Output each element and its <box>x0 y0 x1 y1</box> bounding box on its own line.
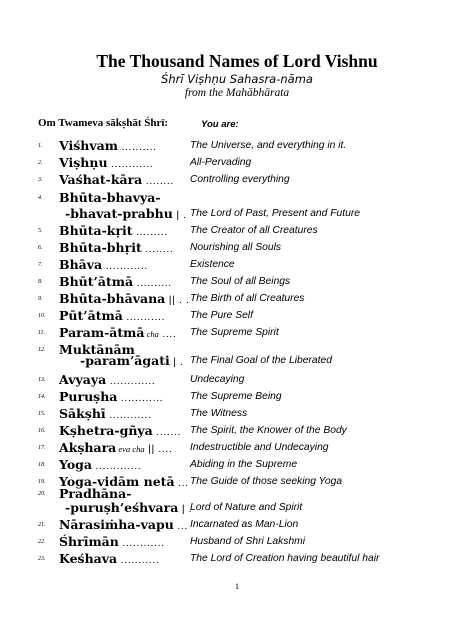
list-item <box>0 353 474 369</box>
list-item <box>0 274 474 290</box>
sanskrit-name: Keśhava ........... <box>59 551 160 566</box>
list-item <box>0 155 474 171</box>
name-meaning: The Final Goal of the Liberated <box>190 355 332 366</box>
item-number: 9. <box>38 296 43 302</box>
name-meaning: The Lord of Creation having beautiful hair <box>190 553 380 564</box>
name-meaning: The Supreme Spirit <box>190 327 279 338</box>
name-meaning: The Supreme Being <box>190 391 282 402</box>
sanskrit-name: -param’āgati | . <box>80 353 184 368</box>
name-meaning: All-Pervading <box>190 157 252 168</box>
page-title: The Thousand Names of Lord Vishnu <box>96 51 378 71</box>
item-number: 5. <box>38 228 43 234</box>
page-subtitle: Śhrī Viṣhṇu Sahasra-nāma <box>161 72 313 86</box>
sanskrit-name: Sākṣhī ............ <box>59 406 152 421</box>
name-meaning: Husband of Shri Lakshmi <box>190 536 306 547</box>
page-number: 1 <box>234 581 240 591</box>
name-meaning: The Birth of all Creatures <box>190 293 305 304</box>
name-meaning: The Lord of Past, Present and Future <box>190 208 360 219</box>
item-number: 23. <box>38 556 46 562</box>
name-meaning: Abiding in the Supreme <box>190 459 298 470</box>
sanskrit-name: Pūt’ātmā ........... <box>59 308 166 323</box>
intro-invocation: Om Twameva sākṣhāt Śhrī: <box>38 117 169 129</box>
sanskrit-name: Bhūta-bhṛit ........ <box>59 240 174 255</box>
sanskrit-name: Kṣhetra-gñya ....... <box>59 423 181 438</box>
intro-you-are: You are: <box>201 119 239 130</box>
item-number: 15. <box>38 411 46 417</box>
name-meaning: The Guide of those seeking Yoga <box>190 476 343 487</box>
sanskrit-name: Avyaya ............. <box>59 372 156 387</box>
name-meaning: The Universe, and everything in it. <box>190 140 347 151</box>
list-item <box>0 206 474 222</box>
list-item <box>0 325 474 341</box>
list-item <box>0 500 474 516</box>
list-item <box>0 534 474 550</box>
item-number: 8. <box>38 279 43 285</box>
sanskrit-name: Muktānām <box>59 342 135 357</box>
item-number: 3. <box>38 177 43 183</box>
sanskrit-name: -puruṣh’eśhvara | . <box>65 500 193 515</box>
sanskrit-name: -bhavat-prabhu | . <box>65 206 187 221</box>
item-number: 14. <box>38 394 46 400</box>
list-item <box>0 517 474 533</box>
item-number: 22. <box>38 539 46 545</box>
sanskrit-name: Bhūta-bhāvana || . . <box>59 291 190 306</box>
item-number: 6. <box>38 245 43 251</box>
item-number: 18. <box>38 462 46 468</box>
name-meaning: The Spirit, the Knower of the Body <box>190 425 347 436</box>
item-number: 16. <box>38 428 46 434</box>
item-number: 11. <box>38 330 46 336</box>
name-meaning: The Pure Self <box>190 310 253 321</box>
list-item <box>0 406 474 422</box>
list-item <box>0 223 474 239</box>
list-item <box>0 308 474 324</box>
sanskrit-name: Pradhāna- <box>59 486 132 501</box>
list-item <box>0 172 474 188</box>
item-number: 13. <box>38 377 46 383</box>
list-item <box>0 257 474 273</box>
sanskrit-name: Yoga ............. <box>59 457 142 472</box>
sanskrit-name: Bhūta-kṛit ......... <box>59 223 168 238</box>
list-item <box>0 240 474 256</box>
item-number: 7. <box>38 262 43 268</box>
item-number: 12. <box>38 347 46 353</box>
list-item <box>0 372 474 388</box>
list-item <box>0 551 474 567</box>
name-meaning: Nourishing all Souls <box>190 242 282 253</box>
list-item <box>0 457 474 473</box>
item-number: 17. <box>38 445 46 451</box>
item-number: 4. <box>38 195 43 201</box>
sanskrit-name: Bhūt’ātmā .......... <box>59 274 172 289</box>
name-meaning: Incarnated as Man-Lion <box>190 519 299 530</box>
sanskrit-name: Yoga-vidām netā ... <box>59 474 189 489</box>
sanskrit-name: Śhrīmān ............ <box>59 534 165 549</box>
list-item <box>0 190 474 206</box>
sanskrit-name: Bhūta-bhavya- <box>59 190 161 205</box>
list-item <box>0 291 474 307</box>
name-meaning: Undecaying <box>190 374 245 385</box>
name-meaning: The Creator of all Creatures <box>190 225 318 236</box>
name-meaning: The Witness <box>190 408 248 419</box>
source-line: from the Mahābhārata <box>184 87 290 99</box>
name-meaning: Existence <box>190 259 235 270</box>
name-meaning: Lord of Nature and Spirit <box>190 502 303 513</box>
sanskrit-name: Bhāva ............ <box>59 257 148 272</box>
item-number: 19. <box>38 479 46 485</box>
name-meaning: Indestructible and Undecaying <box>190 442 329 453</box>
name-meaning: Controlling everything <box>190 174 290 185</box>
name-meaning: The Soul of all Beings <box>190 276 291 287</box>
sanskrit-name: Nārasiṁha-vapu ... <box>59 517 188 532</box>
item-number: 20. <box>38 491 46 497</box>
item-number: 2. <box>38 160 43 166</box>
sanskrit-name: Vaśhat-kāra ........ <box>59 172 174 187</box>
list-item <box>0 389 474 405</box>
sanskrit-name: Param-ātmā cha .... <box>59 325 177 340</box>
sanskrit-name: Viśhvam .......... <box>59 138 157 153</box>
item-number: 1. <box>38 143 43 149</box>
list-item <box>0 440 474 456</box>
list-item <box>0 423 474 439</box>
item-number: 10. <box>38 313 46 319</box>
item-number: 21. <box>38 522 46 528</box>
sanskrit-name: Akṣhara eva cha || .... <box>59 440 173 455</box>
sanskrit-name: Viṣhṇu ............ <box>59 155 154 170</box>
list-item <box>0 138 474 154</box>
sanskrit-name: Puruṣha ............ <box>59 389 164 404</box>
